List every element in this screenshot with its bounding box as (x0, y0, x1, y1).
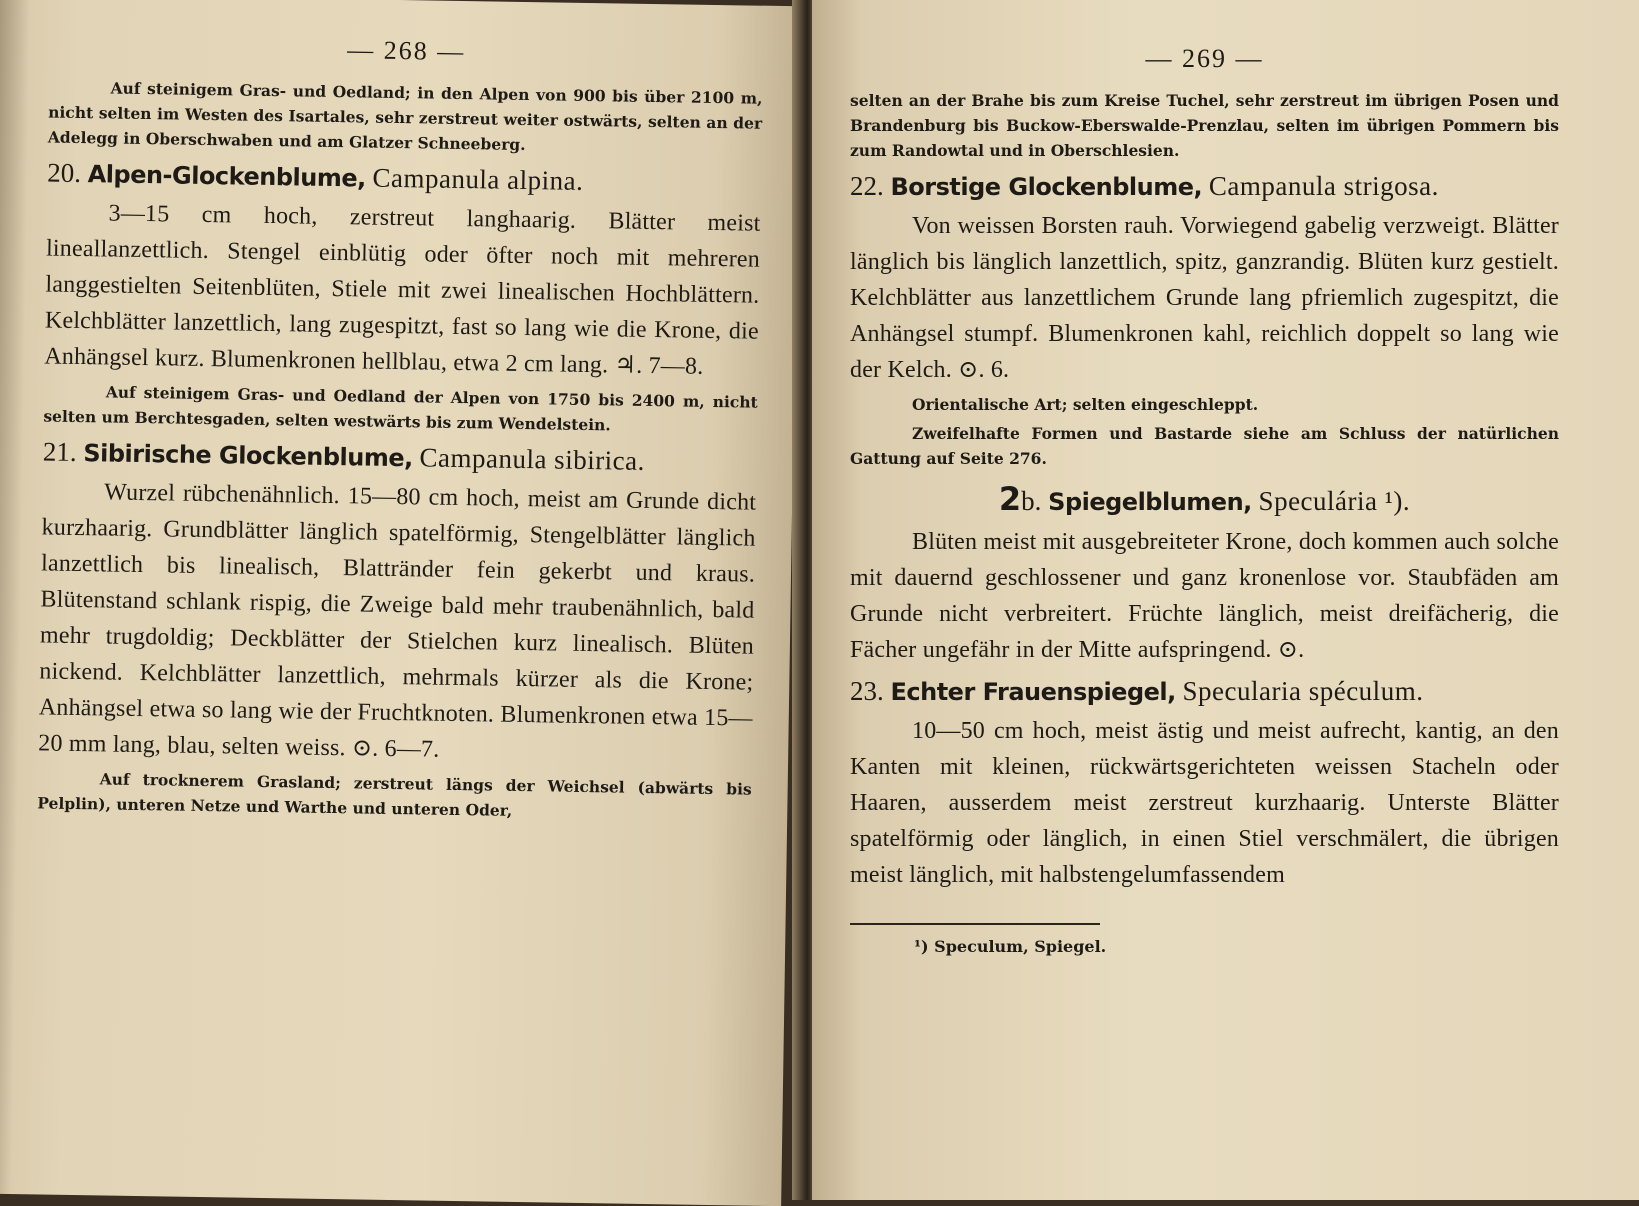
entry-note: Zweifelhafte Formen und Bastarde siehe am Schluss der natürlichen Gattung auf Seite 276. (850, 424, 1559, 468)
section-number: 2 (998, 480, 1022, 518)
footnote-divider (850, 923, 1100, 925)
entry-note: Orientalische Art; selten eingeschleppt. (912, 395, 1259, 414)
entry-heading (850, 167, 1559, 206)
entry-latin-name: Specularia spéculum. (1182, 676, 1424, 706)
entry-note: Auf trocknerem Grasland; zerstreut längs der Weichsel (abwärts bis Pelplin), unteren Netze und Warthe und unteren Oder, (37, 769, 752, 820)
left-page (0, 0, 800, 1206)
section-description: Blüten meist mit ausgebreiteter Krone, doch kommen auch solche mit dauernd geschlossener und ganz kronenlose vor. Staubfäden am Grunde nicht verbreitert. Früchte länglich, meist dreifächerig, die Fächer ungefähr in der Mitte aufspringend. ⊙. (850, 529, 1559, 663)
entry-name: Echter Frauenspiegel, (890, 678, 1176, 706)
entry-number: 22. (850, 171, 884, 201)
entry-name: Sibirische Glockenblume, (83, 439, 413, 473)
footnote: ¹) Speculum, Spiegel. (914, 937, 1107, 956)
entry-description: Wurzel rübchenähnlich. 15—80 cm hoch, meist am Grunde dicht kurzhaarig. Grundblätter länglich spatelförmig, Stengelblätter länglich lanzettlich bis linealisch, Blattränder fein gekerbt und kraus. Blütenstand schlank rispig, die Zweige bald mehr traubenähnlich, bald mehr trugdoldig; Deckblätter der Stielchen kurz linealisch. Blüten nickend. Kelchblätter lanzettlich, mehrmals kürzer als die Krone; Anhängsel etwa so lang wie der Fruchtknoten. Blumenkronen etwa 15—20 mm lang, blau, selten weiss. ⊙. 6—7. (38, 479, 757, 763)
right-page (812, 0, 1639, 1200)
entry-latin-name: Campanula sibirica. (419, 442, 646, 476)
section-letter: b. (1021, 486, 1042, 516)
entry-latin-name: Campanula alpina. (372, 162, 584, 196)
section-heading (850, 479, 1559, 522)
page-number: — 269 — (1145, 44, 1264, 73)
page-number: — 268 — (346, 35, 466, 67)
entry-note: Auf steinigem Gras- und Oedland der Alpen von 1750 bis 2400 m, nicht selten um Berchtesgaden, selten westwärts bis zum Wendelstein. (43, 382, 758, 435)
entry-description: Von weissen Borsten rauh. Vorwiegend gabelig verzweigt. Blätter länglich bis länglich lanzettlich, spitz, ganzrandig. Blüten kurz gestielt. Kelchblätter aus lanzettlichem Grunde lang pfriemlich zugespitzt, die Anhängsel stumpf. Blumenkronen kahl, reichlich doppelt so lang wie der Kelch. ⊙. 6. (850, 213, 1559, 383)
entry-heading (850, 672, 1559, 711)
entry-name: Borstige Glockenblume, (890, 173, 1203, 201)
section-latin-name: Speculária ¹). (1258, 486, 1411, 516)
entry-description: 10—50 cm hoch, meist ästig und meist aufrecht, kantig, an den Kanten mit kleinen, rückwärtsgerichteten weissen Stacheln oder Haaren, ausserdem meist zerstreut kurzhaarig. Unterste Blätter spatelförmig oder länglich, in einen Stiel verschmälert, die übrigen meist länglich, mit halbstengelumfassendem (850, 718, 1559, 888)
entry-name: Alpen-Glockenblume, (87, 160, 366, 193)
section-name: Spiegelblumen, (1048, 488, 1252, 516)
entry-number: 21. (42, 436, 77, 467)
entry-number: 20. (47, 157, 82, 189)
entry-number: 23. (850, 676, 884, 706)
intro-note: selten an der Brahe bis zum Kreise Tuchel, sehr zerstreut im übrigen Posen und Brandenburg bis Buckow-Eberswalde-Prenzlau, selten im übrigen Pommern bis zum Randowtal und in Oberschlesien. (850, 91, 1559, 160)
intro-note: Auf steinigem Gras- und Oedland; in den Alpen von 900 bis über 2100 m, nicht selten im Westen des Isartales, sehr zerstreut weiter ostwärts, selten an der Adelegg in Oberschwaben und am Glatzer Schneeberg. (47, 78, 763, 154)
entry-description: 3—15 cm hoch, zerstreut langhaarig. Blätter meist lineallanzettlich. Stengel einblütig oder öfter noch mit mehreren langgestielten Seitenblüten, Stiele mit zwei linealischen Hochblättern. Kelchblätter lanzettlich, lang zugespitzt, fast so lang wie die Krone, die Anhängsel kurz. Blumenkronen hellblau, etwa 2 cm lang. ♃. 7—8. (44, 200, 761, 380)
entry-latin-name: Campanula strigosa. (1208, 171, 1439, 201)
page-edge-shadow (0, 0, 30, 1194)
